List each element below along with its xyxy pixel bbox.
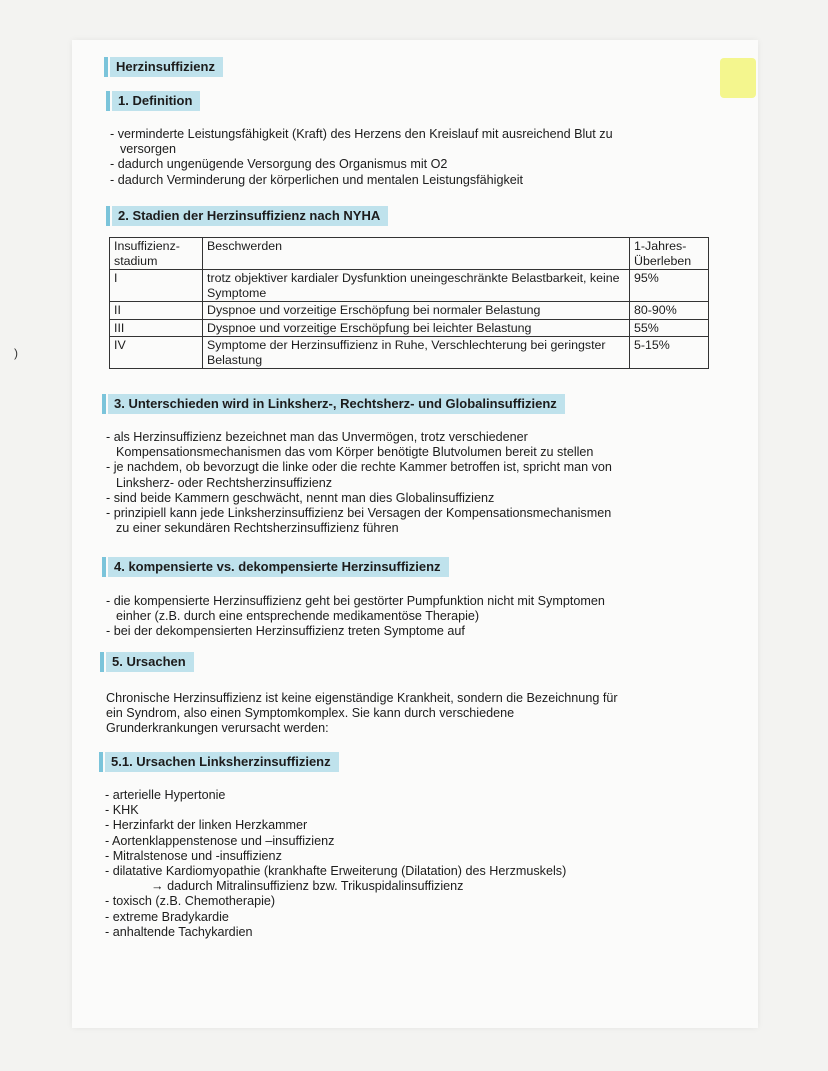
list-item: - Herzinfarkt der linken Herzkammer [105,818,308,833]
text-line: - verminderte Leistungsfähigkeit (Kraft) des Herzens den Kreislauf mit ausreichend Blut zu [110,127,613,141]
text-line: versorgen [120,142,177,157]
section-5-heading: 5. Ursachen [106,652,194,672]
text-line: Chronische Herzinsuffizienz ist keine eigenständige Krankheit, sondern die Bezeichnung für [106,691,618,705]
survival-cell: 80-90% [630,302,709,320]
section-1-heading: 1. Definition [112,91,200,111]
section-3-heading: 3. Unterschieden wird in Linksherz-, Rechtsherz- und Globalinsuffizienz [108,394,565,414]
section-4-heading: 4. kompensierte vs. dekompensierte Herzinsuffizienz [108,557,449,577]
text-line: Linksherz- oder Rechtsherzinsuffizienz [116,475,333,490]
text-line: - bei der dekompensierten Herzinsuffizienz treten Symptome auf [106,624,465,639]
survival-cell: 55% [630,319,709,337]
text-line: - die kompensierte Herzinsuffizienz geht bei gestörter Pumpfunktion nicht mit Symptomen [106,594,605,608]
table-row [110,270,709,302]
list-item: - arterielle Hypertonie [105,788,226,802]
stage-cell: II [110,302,203,320]
text-line: - je nachdem, ob bevorzugt die linke oder die rechte Kammer betroffen ist, spricht man von [106,460,612,475]
complaint-cell: Dyspnoe und vorzeitige Erschöpfung bei normaler Belastung [203,302,630,320]
table-header-row [110,238,709,270]
table-row [110,337,709,369]
text-line: einher (z.B. durch eine entsprechende medikamentöse Therapie) [116,609,480,624]
stage-cell: I [110,270,203,302]
nyha-table [109,237,709,369]
page-title: Herzinsuffizienz [110,57,223,77]
section-4-body [106,594,716,640]
section-2-heading: 2. Stadien der Herzinsuffizienz nach NYHA [112,206,388,226]
stage-cell: III [110,319,203,337]
text-line: zu einer sekundären Rechtsherzinsuffizienz führen [116,521,399,536]
text-line: Kompensationsmechanismen das vom Körper benötigte Blutvolumen bereit zu stellen [116,445,594,460]
list-item: - Aortenklappenstenose und –insuffizienz [105,833,335,848]
section-5-1-heading: 5.1. Ursachen Linksherzinsuffizienz [105,752,339,772]
text-line: ein Syndrom, also einen Symptomkomplex. Sie kann durch verschiedene [106,706,515,721]
list-item: - toxisch (z.B. Chemotherapie) [105,894,276,909]
margin-mark: ) [14,346,18,360]
list-item: - anhaltende Tachykardien [105,924,253,939]
survival-cell: 5-15% [630,337,709,369]
header-stage: Insuffizienz-stadium [110,238,203,270]
section-1-body [110,127,710,188]
complaint-cell: trotz objektiver kardialer Dysfunktion uneingeschränkte Belastbarkeit, keine Symptome [203,270,630,302]
survival-cell: 95% [630,270,709,302]
header-survival: 1-Jahres-Überleben [630,238,709,270]
header-complaints: Beschwerden [203,238,630,270]
text-line: - dadurch Verminderung der körperlichen und mentalen Leistungsfähigkeit [110,172,524,187]
complaint-cell: Dyspnoe und vorzeitige Erschöpfung bei leichter Belastung [203,319,630,337]
section-5-1-body [105,788,715,940]
text-line: - sind beide Kammern geschwächt, nennt man dies Globalinsuffizienz [106,490,495,505]
text-line: - dadurch ungenügende Versorgung des Organismus mit O2 [110,157,448,172]
complaint-cell: Symptome der Herzinsuffizienz in Ruhe, Verschlechterung bei geringster Belastung [203,337,630,369]
section-3-body [106,430,716,536]
list-item: - Mitralstenose und -insuffizienz [105,848,282,863]
highlighter-mark [720,58,756,98]
section-5-body [106,691,716,737]
stage-cell: IV [110,337,203,369]
list-item: - extreme Bradykardie [105,909,229,924]
list-item: → dadurch Mitralinsuffizienz bzw. Trikuspidalinsuffizienz [151,879,464,894]
list-item: - dilatative Kardiomyopathie (krankhafte Erweiterung (Dilatation) des Herzmuskels) [105,864,567,879]
text-line: Grunderkrankungen verursacht werden: [106,721,329,736]
text-line: - prinzipiell kann jede Linksherzinsuffizienz bei Versagen der Kompensationsmechanismen [106,506,612,521]
list-item: - KHK [105,803,139,818]
table-row [110,319,709,337]
table-row [110,302,709,320]
text-line: - als Herzinsuffizienz bezeichnet man das Unvermögen, trotz verschiedener [106,430,528,444]
